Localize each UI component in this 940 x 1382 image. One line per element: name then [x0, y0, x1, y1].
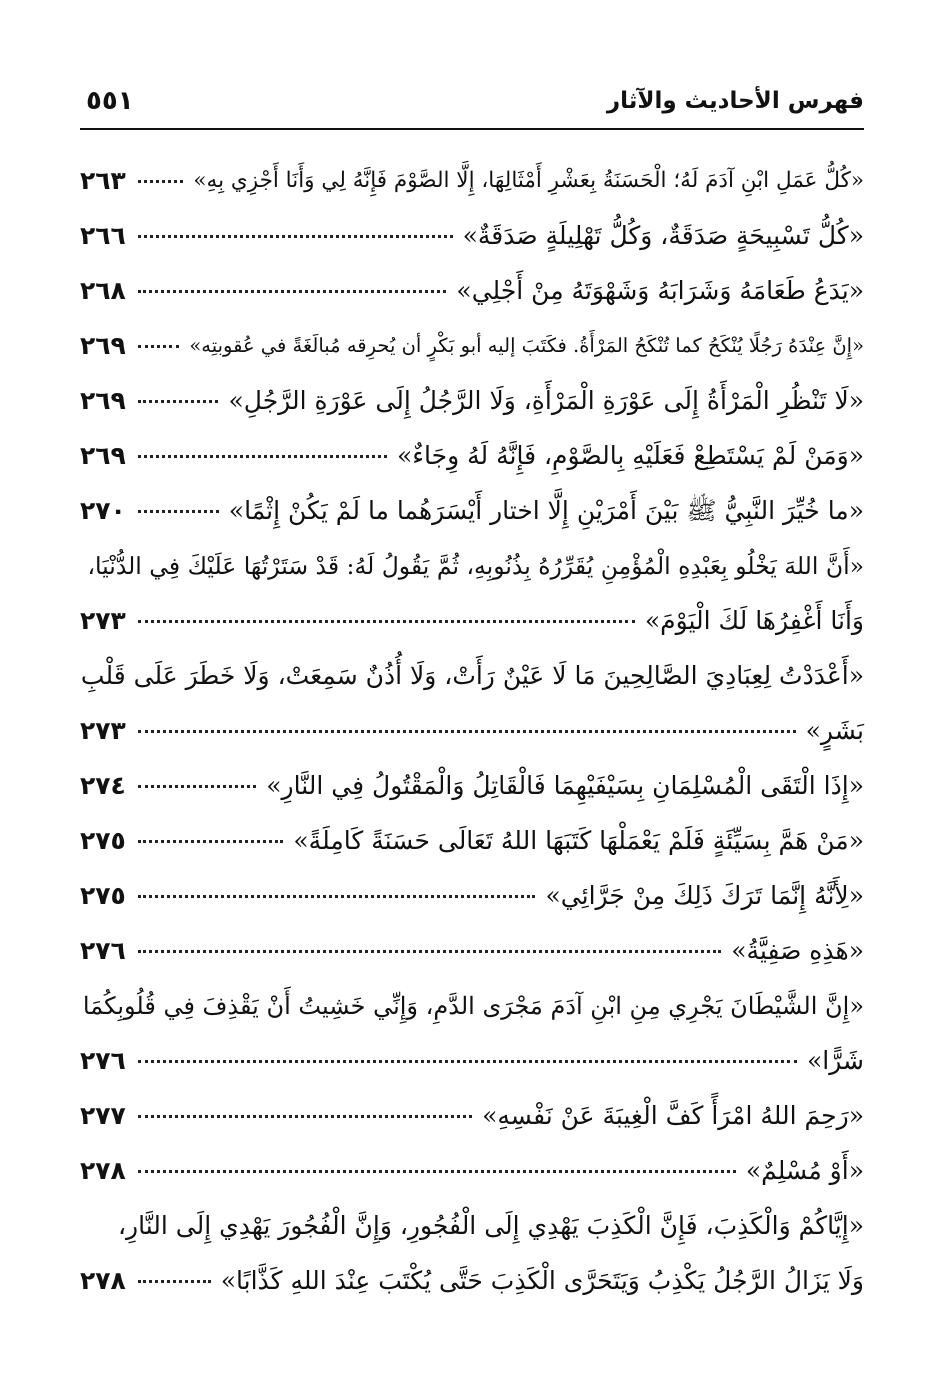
leader-dots	[138, 235, 453, 238]
entry-text: «يَدَعُ طَعَامَهُ وَشَرَابَهُ وَشَهْوَتَهُ مِنْ أَجْلِي»	[456, 276, 864, 305]
index-entry	[80, 926, 864, 981]
index-entry	[80, 1256, 864, 1311]
index-entry	[80, 486, 864, 541]
entry-page: ٢٧٦	[80, 936, 126, 965]
entry-page: ٢٧٤	[80, 771, 126, 800]
entry-text: «إِنَّ الشَّيْطَانَ يَجْرِي مِنِ ابْنِ آدَمَ مَجْرَى الدَّمِ، وَإِنِّي خَشِيتُ أَنْ يَقْذِفَ فِي قُلُوبِكُمَا	[82, 992, 864, 1020]
entry-page: ٢٦٩	[80, 441, 126, 470]
leader-dots	[138, 1060, 797, 1063]
leader-dots	[138, 455, 387, 458]
header-title: فهرس الأحاديث والآثار	[606, 88, 864, 114]
entry-page: ٢٧٧	[80, 1101, 126, 1130]
page-number: ٥٥١	[86, 86, 134, 116]
entry-page: ٢٧٣	[80, 606, 126, 635]
index-entry	[80, 156, 864, 211]
index-entry	[80, 981, 864, 1036]
entry-page: ٢٧٨	[80, 1266, 126, 1295]
entry-page: ٢٧٥	[80, 826, 126, 855]
entry-text: «وَمَنْ لَمْ يَسْتَطِعْ فَعَلَيْهِ بِالصَّوْمِ، فَإِنَّهُ لَهُ وِجَاءٌ»	[396, 441, 864, 470]
entry-text: «مَنْ هَمَّ بِسَيِّئَةٍ فَلَمْ يَعْمَلْهَا كَتَبَهَا اللهُ تَعَالَى حَسَنَةً كَامِلَةً»	[293, 826, 864, 855]
entry-page: ٢٦٦	[80, 221, 126, 250]
index-entry	[80, 376, 864, 431]
leader-dots	[138, 950, 721, 953]
entry-text: «أَعْدَدْتُ لِعِبَادِيَ الصَّالِحِينَ مَا لَا عَيْنٌ رَأَتْ، وَلَا أُذُنٌ سَمِعَتْ، وَلَا خَطَرَ عَلَى قَلْبِ	[80, 661, 864, 690]
entry-text: «أَنَّ اللهَ يَخْلُو بِعَبْدِهِ الْمُؤْمِنِ يُقَرِّرُهُ بِذُنُوبِهِ، ثُمَّ يَقُولُ لَهُ: قَدْ سَتَرْتُهَا عَلَيْكَ فِي الدُّنْيَا،	[87, 552, 864, 580]
leader-dots	[138, 785, 256, 788]
index-entry	[80, 761, 864, 816]
entry-text: وَأَنَا أَغْفِرُهَا لَكَ الْيَوْمَ»	[644, 606, 864, 635]
entry-text: «إِيَّاكُمْ وَالْكَذِبَ، فَإِنَّ الْكَذِبَ يَهْدِي إِلَى الْفُجُورِ، وَإِنَّ الْفُجُورَ يَهْدِي إِلَى النَّارِ،	[117, 1211, 864, 1240]
index-entry	[80, 1036, 864, 1091]
leader-dots	[138, 510, 219, 513]
index-entry	[80, 321, 864, 376]
index-entry	[80, 1146, 864, 1201]
index-entry	[80, 596, 864, 651]
entry-text: «كُلُّ تَسْبِيحَةٍ صَدَقَةٌ، وَكُلُّ تَهْلِيلَةٍ صَدَقَةٌ»	[462, 221, 864, 250]
leader-dots	[138, 345, 180, 348]
entry-page: ٢٧٥	[80, 881, 126, 910]
leader-dots	[138, 1115, 472, 1118]
entry-page: ٢٧٨	[80, 1156, 126, 1185]
leader-dots	[138, 840, 284, 843]
index-entry	[80, 266, 864, 321]
leader-dots	[138, 1280, 211, 1283]
index-entry	[80, 1201, 864, 1256]
entry-text: «إِنَّ عِنْدَهُ رَجُلًا يُنْكَحُ كما تُنْكَحُ المَرْأَةُ. فكَتَبَ إليه أبو بَكْرٍ أن يُحرِقه مُبالَغَةً في عُقوبتِه»	[189, 334, 864, 357]
leader-dots	[138, 400, 219, 403]
leader-dots	[138, 180, 184, 183]
entry-text: «لَا تَنْظُرِ الْمَرْأَةُ إِلَى عَوْرَةِ الْمَرْأَةِ، وَلَا الرَّجُلُ إِلَى عَوْرَةِ الرَّجُلِ»	[228, 386, 864, 415]
entry-text: «رَحِمَ اللهُ امْرَأً كَفَّ الْغِيبَةَ عَنْ نَفْسِهِ»	[482, 1101, 864, 1130]
index-entry	[80, 541, 864, 596]
leader-dots	[138, 1170, 736, 1173]
entry-text: «ما خُيِّرَ النَّبِيُّ ﷺ بَيْنَ أَمْرَيْنِ إِلَّا اختار أَيْسَرَهُما ما لَمْ يَكُنْ إِثْمًا»	[228, 496, 864, 525]
entry-text: «هَذِهِ صَفِيَّةُ»	[731, 936, 864, 965]
entry-text: «كُلُّ عَمَلِ ابْنِ آدَمَ لَهُ؛ الْحَسَنَةُ بِعَشْرِ أَمْثَالِهَا، إِلَّا الصَّوْمَ فَإِنَّهُ لِي وَأَنَا أَجْزِي بِهِ»	[193, 168, 864, 193]
entry-page: ٢٦٩	[80, 386, 126, 415]
entry-page: ٢٦٣	[80, 166, 126, 195]
hadith-index-list	[80, 156, 864, 1311]
index-entry	[80, 706, 864, 761]
index-entry	[80, 431, 864, 486]
leader-dots	[138, 290, 447, 293]
leader-dots	[138, 730, 796, 733]
page-header	[80, 82, 864, 130]
entry-page: ٢٧٣	[80, 716, 126, 745]
leader-dots	[138, 895, 536, 898]
entry-text: «أَوْ مُسْلِمٌ»	[745, 1156, 864, 1185]
entry-page: ٢٧٠	[80, 496, 126, 525]
entry-page: ٢٦٨	[80, 276, 126, 305]
leader-dots	[138, 620, 635, 623]
entry-text: «إِذَا الْتَقَى الْمُسْلِمَانِ بِسَيْفَيْهِمَا فَالْقَاتِلُ وَالْمَقْتُولُ فِي النَّارِ»	[266, 771, 864, 800]
index-entry	[80, 651, 864, 706]
entry-text: بَشَرٍ»	[805, 716, 864, 745]
index-entry	[80, 1091, 864, 1146]
index-entry	[80, 871, 864, 926]
entry-page: ٢٧٦	[80, 1046, 126, 1075]
entry-page: ٢٦٩	[80, 331, 126, 360]
entry-text: «لِأَنَّهُ إِنَّمَا تَرَكَ ذَلِكَ مِنْ جَرَّائِي»	[545, 881, 864, 910]
index-entry	[80, 816, 864, 871]
entry-text: وَلَا يَزَالُ الرَّجُلُ يَكْذِبُ وَيَتَحَرَّى الْكَذِبَ حَتَّى يُكْتَبَ عِنْدَ اللهِ كَذَّابًا»	[220, 1266, 864, 1295]
entry-text: شَرًّا»	[807, 1046, 864, 1075]
index-entry	[80, 211, 864, 266]
